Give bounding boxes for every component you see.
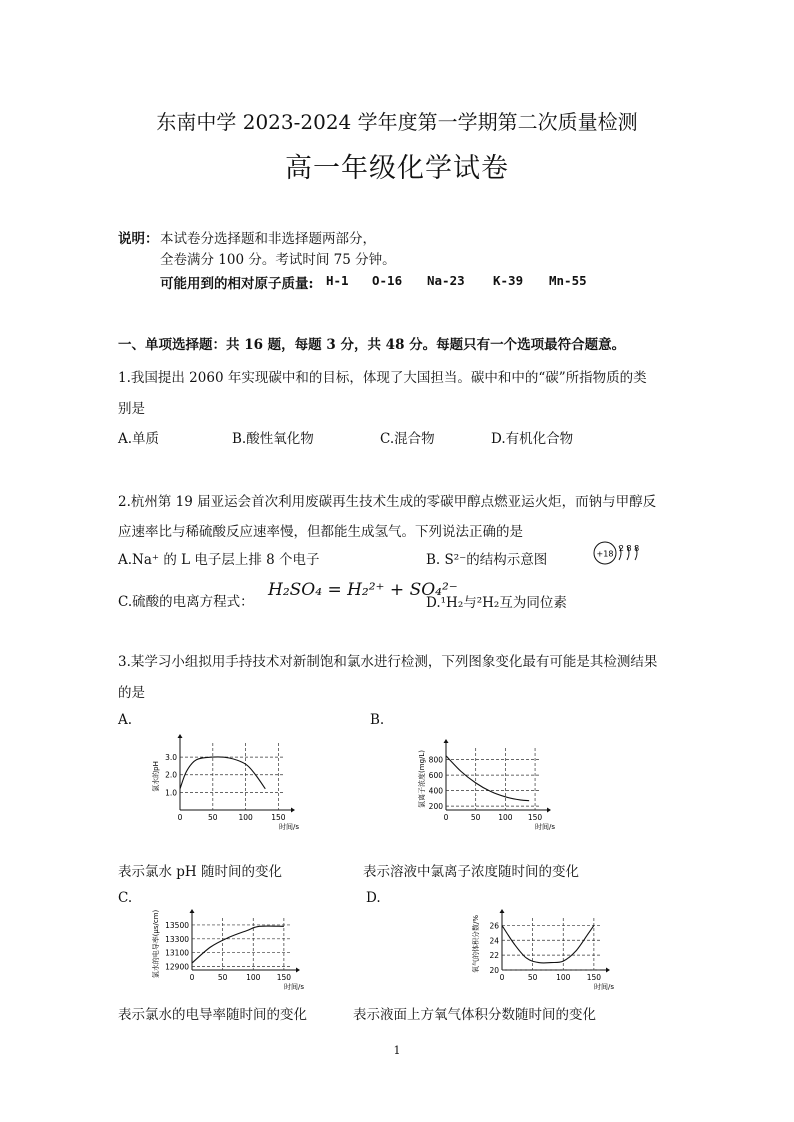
nucleus-charge: +18 — [596, 549, 614, 559]
x-axis-arrow — [606, 968, 610, 973]
instructions-label: 说明： — [118, 231, 159, 247]
x-tick-label: 0 — [189, 973, 195, 982]
x-tick-label: 0 — [443, 813, 449, 822]
section-1-heading: 一、单项选择题：共 16 题，每题 3 分，共 48 分。每题只有一个选项最符合题意。 — [118, 337, 626, 353]
x-tick-label: 50 — [208, 813, 218, 822]
q1-stem-line-1: 1.我国提出 2060 年实现碳中和的目标，体现了大国担当。碳中和中的“碳”所指物质的类 — [118, 370, 647, 386]
q3-option-a-label: A. — [118, 712, 133, 728]
page-number: 1 — [393, 1044, 401, 1057]
y-axis-arrow — [178, 734, 183, 738]
atomic-masses-label: 可能用到的相对原子质量: — [160, 276, 314, 292]
q3-stem-line-2: 的是 — [118, 685, 145, 701]
y-axis-title: 氯水的pH — [152, 761, 160, 792]
q1-stem-line-2: 别是 — [118, 401, 145, 417]
chart-d-oxygen — [470, 910, 615, 991]
x-axis-arrow — [291, 808, 295, 813]
q3-option-b-label: B. — [370, 712, 385, 728]
q1-option-d: D.有机化合物 — [491, 431, 574, 447]
y-tick-label: 26 — [489, 921, 499, 931]
series-line — [446, 756, 529, 801]
q2-option-c-equation: H₂SO₄ = H₂²⁺ + SO₄²⁻ — [268, 580, 458, 600]
x-axis-title: 时间/s — [278, 823, 300, 831]
q3-caption-d: 表示液面上方氧气体积分数随时间的变化 — [353, 1007, 596, 1023]
y-axis-arrow — [190, 909, 195, 913]
y-tick-label: 20 — [489, 966, 499, 975]
q2-stem-line-2: 应速率比与稀硫酸反应速率慢，但都能生成氢气。下列说法正确的是 — [118, 524, 523, 540]
chart-a-ph — [150, 735, 300, 835]
series-line — [180, 757, 265, 789]
q2-option-c: C.硫酸的电离方程式： — [118, 594, 254, 610]
series-line — [502, 925, 594, 963]
x-tick-label: 50 — [217, 973, 228, 982]
y-tick-label: 800 — [428, 755, 443, 765]
x-tick-label: 50 — [470, 813, 481, 822]
y-tick-label: 1.0 — [165, 788, 177, 798]
q2-option-a: A.Na⁺ 的 L 电子层上排 8 个电子 — [118, 552, 320, 568]
q3-caption-c: 表示氯水的电导率随时间的变化 — [118, 1007, 307, 1023]
q1-option-b: B.酸性氧化物 — [232, 431, 314, 447]
q2-stem-line-1: 2.杭州第 19 届亚运会首次利用废碳再生技术生成的零碳甲醇点燃亚运火炬，而钠与甲醇反 — [118, 494, 657, 510]
atomic-mass-k: K-39 — [493, 273, 524, 288]
atomic-mass-na: Na-23 — [427, 273, 465, 288]
series-line — [192, 926, 284, 963]
school-exam-title: 东南中学 2023-2024 学年度第一学期第二次质量检测 — [156, 110, 638, 134]
q2-option-d: D.¹H₂与²H₂互为同位素 — [426, 595, 567, 611]
q3-option-d-label: D. — [366, 890, 381, 906]
y-tick-label: 2.0 — [165, 770, 177, 780]
x-tick-label: 150 — [276, 973, 292, 982]
q3-stem-line-1: 3.某学习小组拟用手持技术对新制饱和氯水进行检测，下列图象变化最有可能是其检测结果 — [118, 654, 658, 670]
x-tick-label: 150 — [527, 813, 543, 822]
x-tick-label: 0 — [177, 813, 183, 822]
atomic-mass-h: H-1 — [326, 273, 349, 288]
y-tick-label: 13100 — [165, 948, 189, 958]
x-tick-label: 0 — [499, 973, 505, 982]
y-tick-label: 400 — [428, 786, 443, 796]
q2-option-b: B. S²⁻的结构示意图 — [426, 552, 548, 568]
y-tick-label: 600 — [428, 771, 443, 781]
y-axis-title: 氧气的体积分数/% — [472, 914, 480, 974]
x-axis-title: 时间/s — [593, 983, 615, 991]
y-axis-arrow — [500, 909, 505, 913]
y-tick-label: 13500 — [165, 920, 189, 930]
sulfide-ion-structure-diagram — [590, 538, 650, 580]
y-tick-label: 13300 — [165, 934, 189, 944]
y-tick-label: 24 — [489, 936, 499, 946]
y-tick-label: 12900 — [165, 962, 189, 972]
x-tick-label: 50 — [527, 973, 538, 982]
x-tick-label: 150 — [586, 973, 602, 982]
q3-caption-a: 表示氯水 pH 随时间的变化 — [118, 864, 282, 880]
chart-b-chloride — [416, 740, 556, 835]
x-tick-label: 100 — [556, 973, 571, 982]
q1-option-a: A.单质 — [118, 431, 160, 447]
y-tick-label: 3.0 — [165, 753, 177, 763]
shell-electron-counts: 2 8 8 — [618, 544, 640, 553]
chart-c-conductivity — [150, 909, 305, 991]
x-tick-label: 150 — [271, 813, 286, 822]
instructions-line-1: 本试卷分选择题和非选择题两部分， — [160, 231, 376, 247]
q3-option-c-label: C. — [118, 890, 133, 906]
x-tick-label: 100 — [246, 973, 261, 982]
y-tick-label: 200 — [428, 802, 443, 812]
y-axis-title: 氯离子浓度(mg/L) — [418, 750, 426, 808]
atomic-mass-o: O-16 — [372, 273, 403, 288]
instructions-line-2: 全卷满分 100 分。考试时间 75 分钟。 — [160, 252, 396, 268]
x-axis-arrow — [547, 808, 551, 813]
x-axis-title: 时间/s — [534, 823, 556, 831]
x-axis-title: 时间/s — [283, 983, 305, 991]
y-axis-arrow — [444, 739, 449, 743]
atomic-mass-mn: Mn-55 — [549, 273, 587, 288]
x-tick-label: 100 — [498, 813, 513, 822]
y-axis-title: 氯水的电导率(μs/cm) — [152, 909, 160, 979]
q1-option-c: C.混合物 — [380, 431, 435, 447]
x-axis-arrow — [296, 968, 300, 973]
q3-caption-b: 表示溶液中氯离子浓度随时间的变化 — [363, 864, 579, 880]
y-tick-label: 22 — [489, 951, 499, 961]
paper-title: 高一年级化学试卷 — [285, 153, 509, 184]
x-tick-label: 100 — [238, 813, 253, 822]
